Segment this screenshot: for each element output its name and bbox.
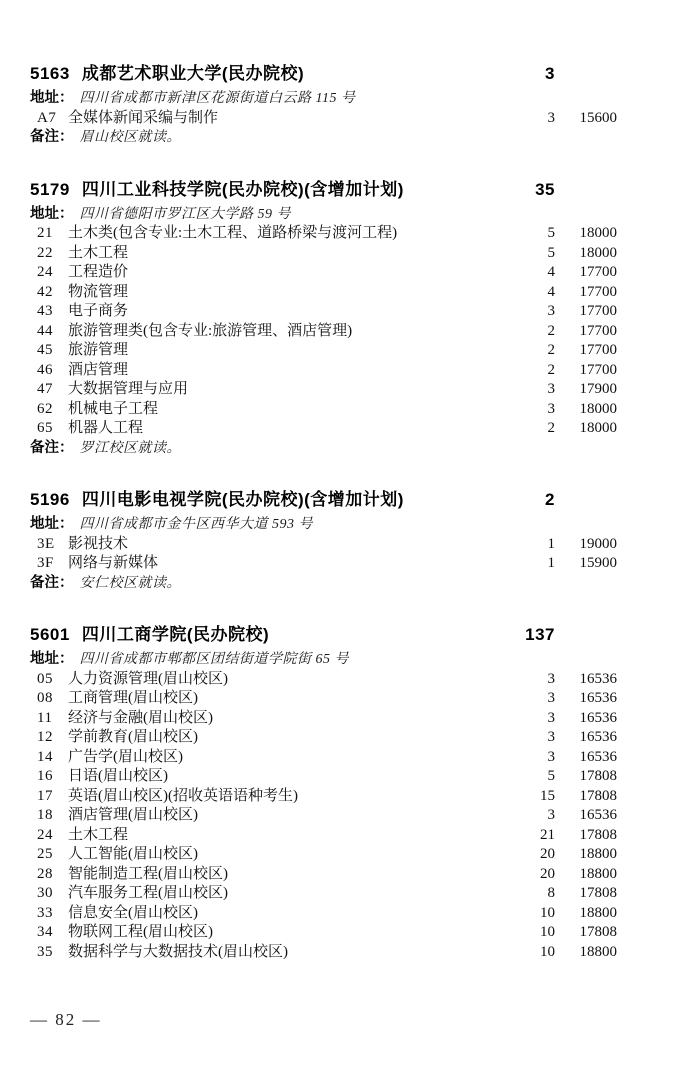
major-quota: 2	[547, 420, 555, 436]
major-row	[30, 535, 699, 555]
major-fee: 17700	[579, 342, 617, 358]
major-name: 日语(眉山校区)	[68, 768, 168, 784]
major-row	[30, 709, 699, 729]
address-line	[30, 205, 699, 225]
major-name: 广告学(眉山校区)	[68, 748, 183, 765]
major-code: 46	[37, 361, 53, 378]
major-fee: 18800	[579, 865, 617, 882]
major-code: 22	[37, 244, 53, 261]
major-quota: 8	[547, 885, 555, 901]
school-name: 四川电影电视学院(民办院校)(含增加计划)	[81, 490, 404, 509]
major-name: 机器人工程	[68, 420, 144, 436]
school-name: 四川工业科技学院(民办院校)(含增加计划)	[81, 179, 404, 199]
note-text: 安仁校区就读。	[79, 575, 181, 591]
school-name: 四川工商学院(民办院校)	[81, 625, 270, 644]
major-quota: 3	[547, 807, 555, 823]
major-code: 35	[37, 943, 53, 960]
note-label: 备注：	[30, 129, 74, 145]
major-quota: 5	[547, 244, 555, 261]
school-header	[30, 62, 699, 86]
major-code: 44	[37, 322, 53, 339]
school-total-count: 2	[545, 490, 555, 509]
major-name: 信息安全(眉山校区)	[68, 904, 198, 921]
major-row	[30, 943, 699, 963]
school-code: 5179	[30, 179, 70, 199]
major-code: 12	[37, 729, 53, 745]
major-code: 47	[37, 381, 53, 397]
school-header	[30, 488, 699, 512]
major-name: 全媒体新闻采编与制作	[68, 109, 219, 126]
major-fee: 17700	[579, 361, 617, 378]
note-line	[30, 574, 699, 594]
major-quota: 2	[547, 361, 555, 378]
major-name: 酒店管理	[68, 361, 129, 378]
major-fee: 16536	[579, 729, 617, 745]
major-code: 16	[37, 768, 53, 784]
school-name: 成都艺术职业大学(民办院校)	[81, 64, 305, 83]
major-row	[30, 283, 699, 303]
major-code: 18	[37, 807, 53, 823]
major-row	[30, 884, 699, 904]
school-code: 5601	[30, 625, 70, 644]
major-row	[30, 923, 699, 943]
note-line	[30, 439, 699, 459]
major-fee: 19000	[579, 535, 617, 552]
major-row	[30, 748, 699, 768]
major-code: 25	[37, 846, 53, 862]
major-name: 英语(眉山校区)(招收英语语种考生)	[68, 787, 298, 804]
major-row	[30, 787, 699, 807]
major-row	[30, 361, 699, 381]
major-code: 62	[37, 400, 53, 417]
major-quota: 3	[547, 729, 555, 745]
major-fee: 15600	[579, 109, 617, 126]
major-fee: 16536	[579, 748, 617, 765]
major-code: 05	[37, 670, 53, 687]
major-code: A7	[37, 109, 57, 126]
address-line	[30, 89, 699, 109]
major-quota: 1	[547, 535, 555, 552]
major-row	[30, 341, 699, 361]
major-name: 汽车服务工程(眉山校区)	[68, 885, 228, 901]
major-code: 08	[37, 690, 53, 706]
school-total-count: 3	[545, 64, 555, 83]
sections-container	[30, 62, 699, 962]
major-quota: 1	[547, 555, 555, 571]
address-label: 地址：	[30, 516, 74, 532]
major-fee: 18000	[579, 420, 617, 436]
note-text: 眉山校区就读。	[79, 130, 181, 145]
major-rows	[30, 535, 699, 574]
major-code: 42	[37, 283, 53, 300]
major-row	[30, 806, 699, 826]
major-name: 土木类(包含专业:土木工程、道路桥梁与渡河工程)	[68, 225, 398, 241]
major-name: 数据科学与大数据技术(眉山校区)	[68, 943, 288, 960]
major-name: 电子商务	[68, 303, 129, 319]
major-quota: 3	[547, 670, 555, 687]
major-code: 30	[37, 885, 53, 901]
major-quota: 3	[547, 303, 555, 319]
major-row	[30, 244, 699, 264]
major-name: 物联网工程(眉山校区)	[68, 924, 213, 940]
major-code: 24	[37, 264, 53, 280]
major-name: 智能制造工程(眉山校区)	[68, 865, 228, 882]
major-quota: 3	[547, 400, 555, 417]
major-fee: 16536	[579, 709, 617, 726]
major-row	[30, 419, 699, 439]
major-name: 旅游管理类(包含专业:旅游管理、酒店管理)	[68, 322, 353, 339]
major-row	[30, 826, 699, 846]
major-code: 3F	[37, 555, 54, 571]
major-fee: 17808	[579, 885, 617, 901]
major-fee: 18800	[579, 904, 617, 921]
address-line	[30, 515, 699, 535]
major-name: 物流管理	[68, 283, 129, 300]
major-fee: 18000	[579, 244, 617, 261]
major-row	[30, 845, 699, 865]
major-fee: 17900	[579, 381, 617, 397]
major-quota: 3	[547, 381, 555, 397]
major-code: 21	[37, 225, 53, 241]
major-fee: 18800	[579, 846, 617, 862]
major-quota: 20	[540, 865, 555, 882]
school-section	[30, 62, 699, 148]
major-name: 酒店管理(眉山校区)	[68, 807, 198, 823]
major-code: 33	[37, 904, 53, 921]
major-row	[30, 302, 699, 322]
major-row	[30, 689, 699, 709]
major-code: 3E	[37, 535, 55, 552]
major-fee: 18000	[579, 225, 617, 241]
major-quota: 10	[540, 943, 555, 960]
major-code: 11	[37, 709, 53, 726]
major-quota: 15	[540, 787, 555, 804]
address-text: 四川省成都市新津区花源街道白云路 115 号	[79, 91, 356, 106]
school-total-count: 137	[525, 625, 555, 644]
major-row	[30, 904, 699, 924]
note-text: 罗江校区就读。	[79, 440, 181, 456]
major-fee: 16536	[579, 690, 617, 706]
major-name: 学前教育(眉山校区)	[68, 729, 198, 745]
address-line	[30, 650, 699, 670]
major-code: 45	[37, 342, 53, 358]
school-section	[30, 178, 699, 459]
major-quota: 20	[540, 846, 555, 862]
major-quota: 3	[547, 709, 555, 726]
major-row	[30, 380, 699, 400]
note-label: 备注：	[30, 574, 74, 591]
major-name: 工商管理(眉山校区)	[68, 690, 198, 706]
major-fee: 18000	[579, 400, 617, 417]
major-quota: 21	[540, 826, 555, 843]
major-name: 土木工程	[68, 244, 129, 261]
major-fee: 17808	[579, 768, 617, 784]
major-row	[30, 224, 699, 244]
major-row	[30, 400, 699, 420]
school-total-count: 35	[535, 179, 555, 199]
major-name: 旅游管理	[68, 342, 129, 358]
major-name: 影视技术	[68, 535, 129, 552]
major-code: 34	[37, 924, 53, 940]
major-fee: 16536	[579, 807, 617, 823]
major-row	[30, 670, 699, 690]
major-fee: 17700	[579, 322, 617, 339]
major-quota: 10	[540, 924, 555, 940]
major-row	[30, 554, 699, 574]
major-code: 17	[37, 787, 53, 804]
major-code: 24	[37, 826, 53, 843]
major-code: 43	[37, 303, 53, 319]
major-quota: 3	[547, 109, 555, 126]
major-fee: 15900	[579, 555, 617, 571]
major-name: 土木工程	[68, 826, 129, 843]
major-quota: 2	[547, 342, 555, 358]
major-code: 65	[37, 420, 53, 436]
major-code: 14	[37, 748, 53, 765]
major-name: 工程造价	[68, 264, 129, 280]
major-fee: 17808	[579, 787, 617, 804]
major-rows	[30, 670, 699, 963]
major-quota: 4	[547, 283, 555, 300]
major-rows	[30, 224, 699, 439]
school-code: 5163	[30, 64, 70, 83]
major-quota: 3	[547, 748, 555, 765]
major-code: 28	[37, 865, 53, 882]
major-name: 机械电子工程	[68, 400, 159, 417]
major-row	[30, 865, 699, 885]
page-number: — 82 —	[30, 1010, 102, 1029]
major-name: 网络与新媒体	[68, 555, 159, 571]
major-row	[30, 263, 699, 283]
major-name: 人力资源管理(眉山校区)	[68, 670, 228, 687]
major-row	[30, 109, 699, 129]
major-fee: 17700	[579, 283, 617, 300]
address-text: 四川省成都市郫都区团结街道学院街 65 号	[79, 652, 349, 667]
major-quota: 3	[547, 690, 555, 706]
major-quota: 10	[540, 904, 555, 921]
major-row	[30, 767, 699, 787]
note-label: 备注：	[30, 439, 74, 456]
major-fee: 17700	[579, 264, 617, 280]
address-text: 四川省德阳市罗江区大学路 59 号	[79, 206, 291, 222]
major-fee: 16536	[579, 670, 617, 687]
major-quota: 2	[547, 322, 555, 339]
major-fee: 17808	[579, 924, 617, 940]
major-quota: 5	[547, 768, 555, 784]
address-label: 地址：	[30, 651, 74, 667]
address-label: 地址：	[30, 90, 74, 106]
school-header	[30, 623, 699, 647]
major-name: 经济与金融(眉山校区)	[68, 709, 213, 726]
major-fee: 18800	[579, 943, 617, 960]
major-name: 人工智能(眉山校区)	[68, 846, 198, 862]
school-code: 5196	[30, 490, 70, 509]
school-section	[30, 623, 699, 962]
major-row	[30, 728, 699, 748]
address-text: 四川省成都市金牛区西华大道 593 号	[79, 517, 313, 532]
major-fee: 17808	[579, 826, 617, 843]
major-name: 大数据管理与应用	[68, 381, 189, 397]
school-header	[30, 178, 699, 202]
note-line	[30, 128, 699, 148]
major-fee: 17700	[579, 303, 617, 319]
address-label: 地址：	[30, 205, 74, 222]
major-quota: 5	[547, 225, 555, 241]
major-rows	[30, 109, 699, 129]
major-row	[30, 322, 699, 342]
major-quota: 4	[547, 264, 555, 280]
school-section	[30, 488, 699, 593]
